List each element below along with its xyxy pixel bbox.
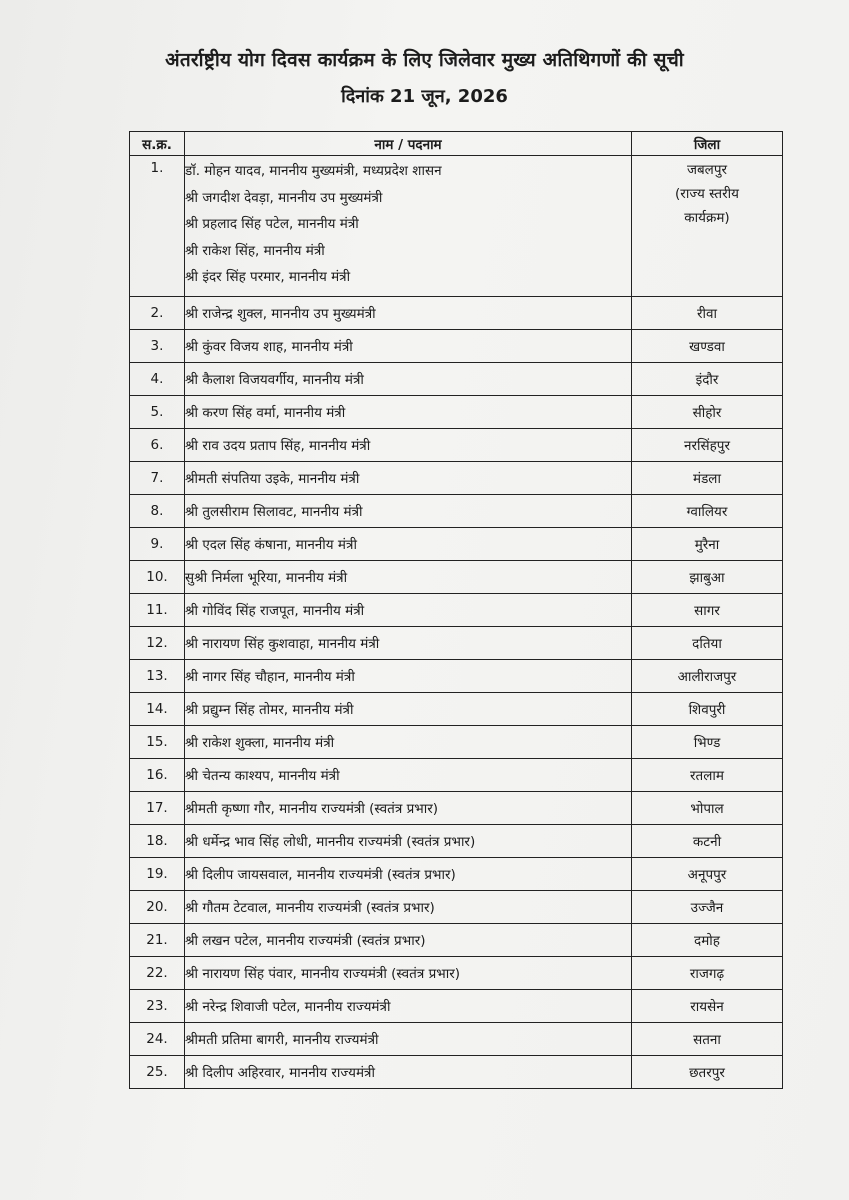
table-row [130, 759, 783, 792]
district-name: नरसिंहपुर [632, 429, 783, 462]
guest-name: श्री नारायण सिंह कुशवाहा, माननीय मंत्री [185, 627, 632, 660]
serial-number: 11. [130, 594, 185, 627]
table-row [130, 693, 783, 726]
table-row [130, 528, 783, 561]
serial-number: 18. [130, 825, 185, 858]
serial-number: 20. [130, 891, 185, 924]
guest-name: श्री राव उदय प्रताप सिंह, माननीय मंत्री [185, 429, 632, 462]
table-row [130, 429, 783, 462]
district-name: इंदौर [632, 363, 783, 396]
guest-name: श्री प्रद्युम्न सिंह तोमर, माननीय मंत्री [185, 693, 632, 726]
table-row [130, 156, 783, 297]
table-row [130, 924, 783, 957]
district-name: उज्जैन [632, 891, 783, 924]
table-row [130, 792, 783, 825]
guest-name: श्रीमती कृष्णा गौर, माननीय राज्यमंत्री (स्वतंत्र प्रभार) [185, 792, 632, 825]
guest-name: श्री गौतम टेटवाल, माननीय राज्यमंत्री (स्वतंत्र प्रभार) [185, 891, 632, 924]
serial-number: 23. [130, 990, 185, 1023]
district-name: रतलाम [632, 759, 783, 792]
district-name: छतरपुर [632, 1056, 783, 1089]
guest-name: श्री राकेश सिंह, माननीय मंत्री [185, 242, 325, 259]
serial-number: 15. [130, 726, 185, 759]
guest-name: श्री दिलीप जायसवाल, माननीय राज्यमंत्री (स्वतंत्र प्रभार) [185, 858, 632, 891]
document-title: अंतर्राष्ट्रीय योग दिवस कार्यक्रम के लिए जिलेवार मुख्य अतिथिगणों की सूची [165, 49, 684, 71]
district-name: सीहोर [632, 396, 783, 429]
serial-number: 2. [130, 297, 185, 330]
district-name: जबलपुर [686, 162, 728, 178]
table-row [130, 594, 783, 627]
serial-number: 17. [130, 792, 185, 825]
district-name: झाबुआ [632, 561, 783, 594]
guest-name: श्री जगदीश देवड़ा, माननीय उप मुख्यमंत्री [185, 189, 383, 206]
table-row [130, 825, 783, 858]
table-row [130, 462, 783, 495]
district-name: अनूपपुर [632, 858, 783, 891]
serial-number: 21. [130, 924, 185, 957]
district-name: दतिया [632, 627, 783, 660]
document-date: दिनांक 21 जून, 2026 [341, 86, 508, 107]
district-note: (राज्य स्तरीय [675, 186, 739, 202]
guest-name: श्री नारायण सिंह पंवार, माननीय राज्यमंत्री (स्वतंत्र प्रभार) [185, 957, 632, 990]
serial-number: 16. [130, 759, 185, 792]
serial-number: 24. [130, 1023, 185, 1056]
guest-name: श्री चेतन्य काश्यप, माननीय मंत्री [185, 759, 632, 792]
guest-name: श्रीमती संपतिया उइके, माननीय मंत्री [185, 462, 632, 495]
guest-name: श्री नरेन्द्र शिवाजी पटेल, माननीय राज्यमंत्री [185, 990, 632, 1023]
guest-name: श्री नागर सिंह चौहान, माननीय मंत्री [185, 660, 632, 693]
district-name: मंडला [632, 462, 783, 495]
guest-name: डॉ. मोहन यादव, माननीय मुख्यमंत्री, मध्यप्रदेश शासन [185, 163, 442, 179]
table-row [130, 1056, 783, 1089]
guest-name: श्री करण सिंह वर्मा, माननीय मंत्री [185, 396, 632, 429]
table-row [130, 297, 783, 330]
serial-number: 4. [130, 363, 185, 396]
serial-number: 5. [130, 396, 185, 429]
name-designation-cell [185, 156, 632, 297]
guest-name: श्री इंदर सिंह परमार, माननीय मंत्री [185, 269, 351, 285]
chief-guests-table [129, 131, 783, 1089]
table-header-row [130, 132, 783, 156]
district-name: दमोह [632, 924, 783, 957]
serial-number: 19. [130, 858, 185, 891]
district-name: सागर [632, 594, 783, 627]
table-row [130, 1023, 783, 1056]
table-row [130, 495, 783, 528]
district-name: शिवपुरी [632, 693, 783, 726]
guest-name: श्री दिलीप अहिरवार, माननीय राज्यमंत्री [185, 1056, 632, 1089]
table-row [130, 726, 783, 759]
header-name-designation: नाम / पदनाम [185, 132, 632, 156]
serial-number: 22. [130, 957, 185, 990]
guest-name: श्री गोविंद सिंह राजपूत, माननीय मंत्री [185, 594, 632, 627]
district-name: आलीराजपुर [632, 660, 783, 693]
serial-number: 9. [130, 528, 185, 561]
table-row [130, 363, 783, 396]
district-name: कटनी [632, 825, 783, 858]
header-district: जिला [632, 132, 783, 156]
guest-name: श्री कैलाश विजयवर्गीय, माननीय मंत्री [185, 363, 632, 396]
serial-number: 13. [130, 660, 185, 693]
district-name: भोपाल [632, 792, 783, 825]
guest-name: श्रीमती प्रतिमा बागरी, माननीय राज्यमंत्री [185, 1023, 632, 1056]
district-name: रीवा [632, 297, 783, 330]
guest-name: श्री राजेन्द्र शुक्ल, माननीय उप मुख्यमंत्री [185, 297, 632, 330]
district-name: ग्वालियर [632, 495, 783, 528]
guest-name: श्री एदल सिंह कंषाना, माननीय मंत्री [185, 528, 632, 561]
table-row [130, 561, 783, 594]
serial-number: 8. [130, 495, 185, 528]
district-note: कार्यक्रम) [684, 210, 730, 226]
guest-name: सुश्री निर्मला भूरिया, माननीय मंत्री [185, 561, 632, 594]
district-name: राजगढ़ [632, 957, 783, 990]
district-name: मुरैना [632, 528, 783, 561]
serial-number: 7. [130, 462, 185, 495]
table-row [130, 891, 783, 924]
guest-name: श्री राकेश शुक्ला, माननीय मंत्री [185, 726, 632, 759]
serial-number: 1. [130, 156, 185, 297]
header-serial-number: स.क्र. [130, 132, 185, 156]
table-row [130, 660, 783, 693]
guest-name: श्री कुंवर विजय शाह, माननीय मंत्री [185, 330, 632, 363]
table-row [130, 858, 783, 891]
serial-number: 14. [130, 693, 185, 726]
district-name: रायसेन [632, 990, 783, 1023]
serial-number: 10. [130, 561, 185, 594]
table-row [130, 990, 783, 1023]
serial-number: 6. [130, 429, 185, 462]
district-cell [632, 156, 783, 297]
district-name: खण्डवा [632, 330, 783, 363]
table-row [130, 396, 783, 429]
serial-number: 25. [130, 1056, 185, 1089]
table-row [130, 330, 783, 363]
table-row [130, 627, 783, 660]
guest-name: श्री धर्मेन्द्र भाव सिंह लोधी, माननीय राज्यमंत्री (स्वतंत्र प्रभार) [185, 825, 632, 858]
district-name: भिण्ड [632, 726, 783, 759]
guest-name: श्री लखन पटेल, माननीय राज्यमंत्री (स्वतंत्र प्रभार) [185, 924, 632, 957]
guest-name: श्री तुलसीराम सिलावट, माननीय मंत्री [185, 495, 632, 528]
serial-number: 12. [130, 627, 185, 660]
guest-name: श्री प्रहलाद सिंह पटेल, माननीय मंत्री [185, 216, 359, 232]
district-name: सतना [632, 1023, 783, 1056]
table-row [130, 957, 783, 990]
serial-number: 3. [130, 330, 185, 363]
